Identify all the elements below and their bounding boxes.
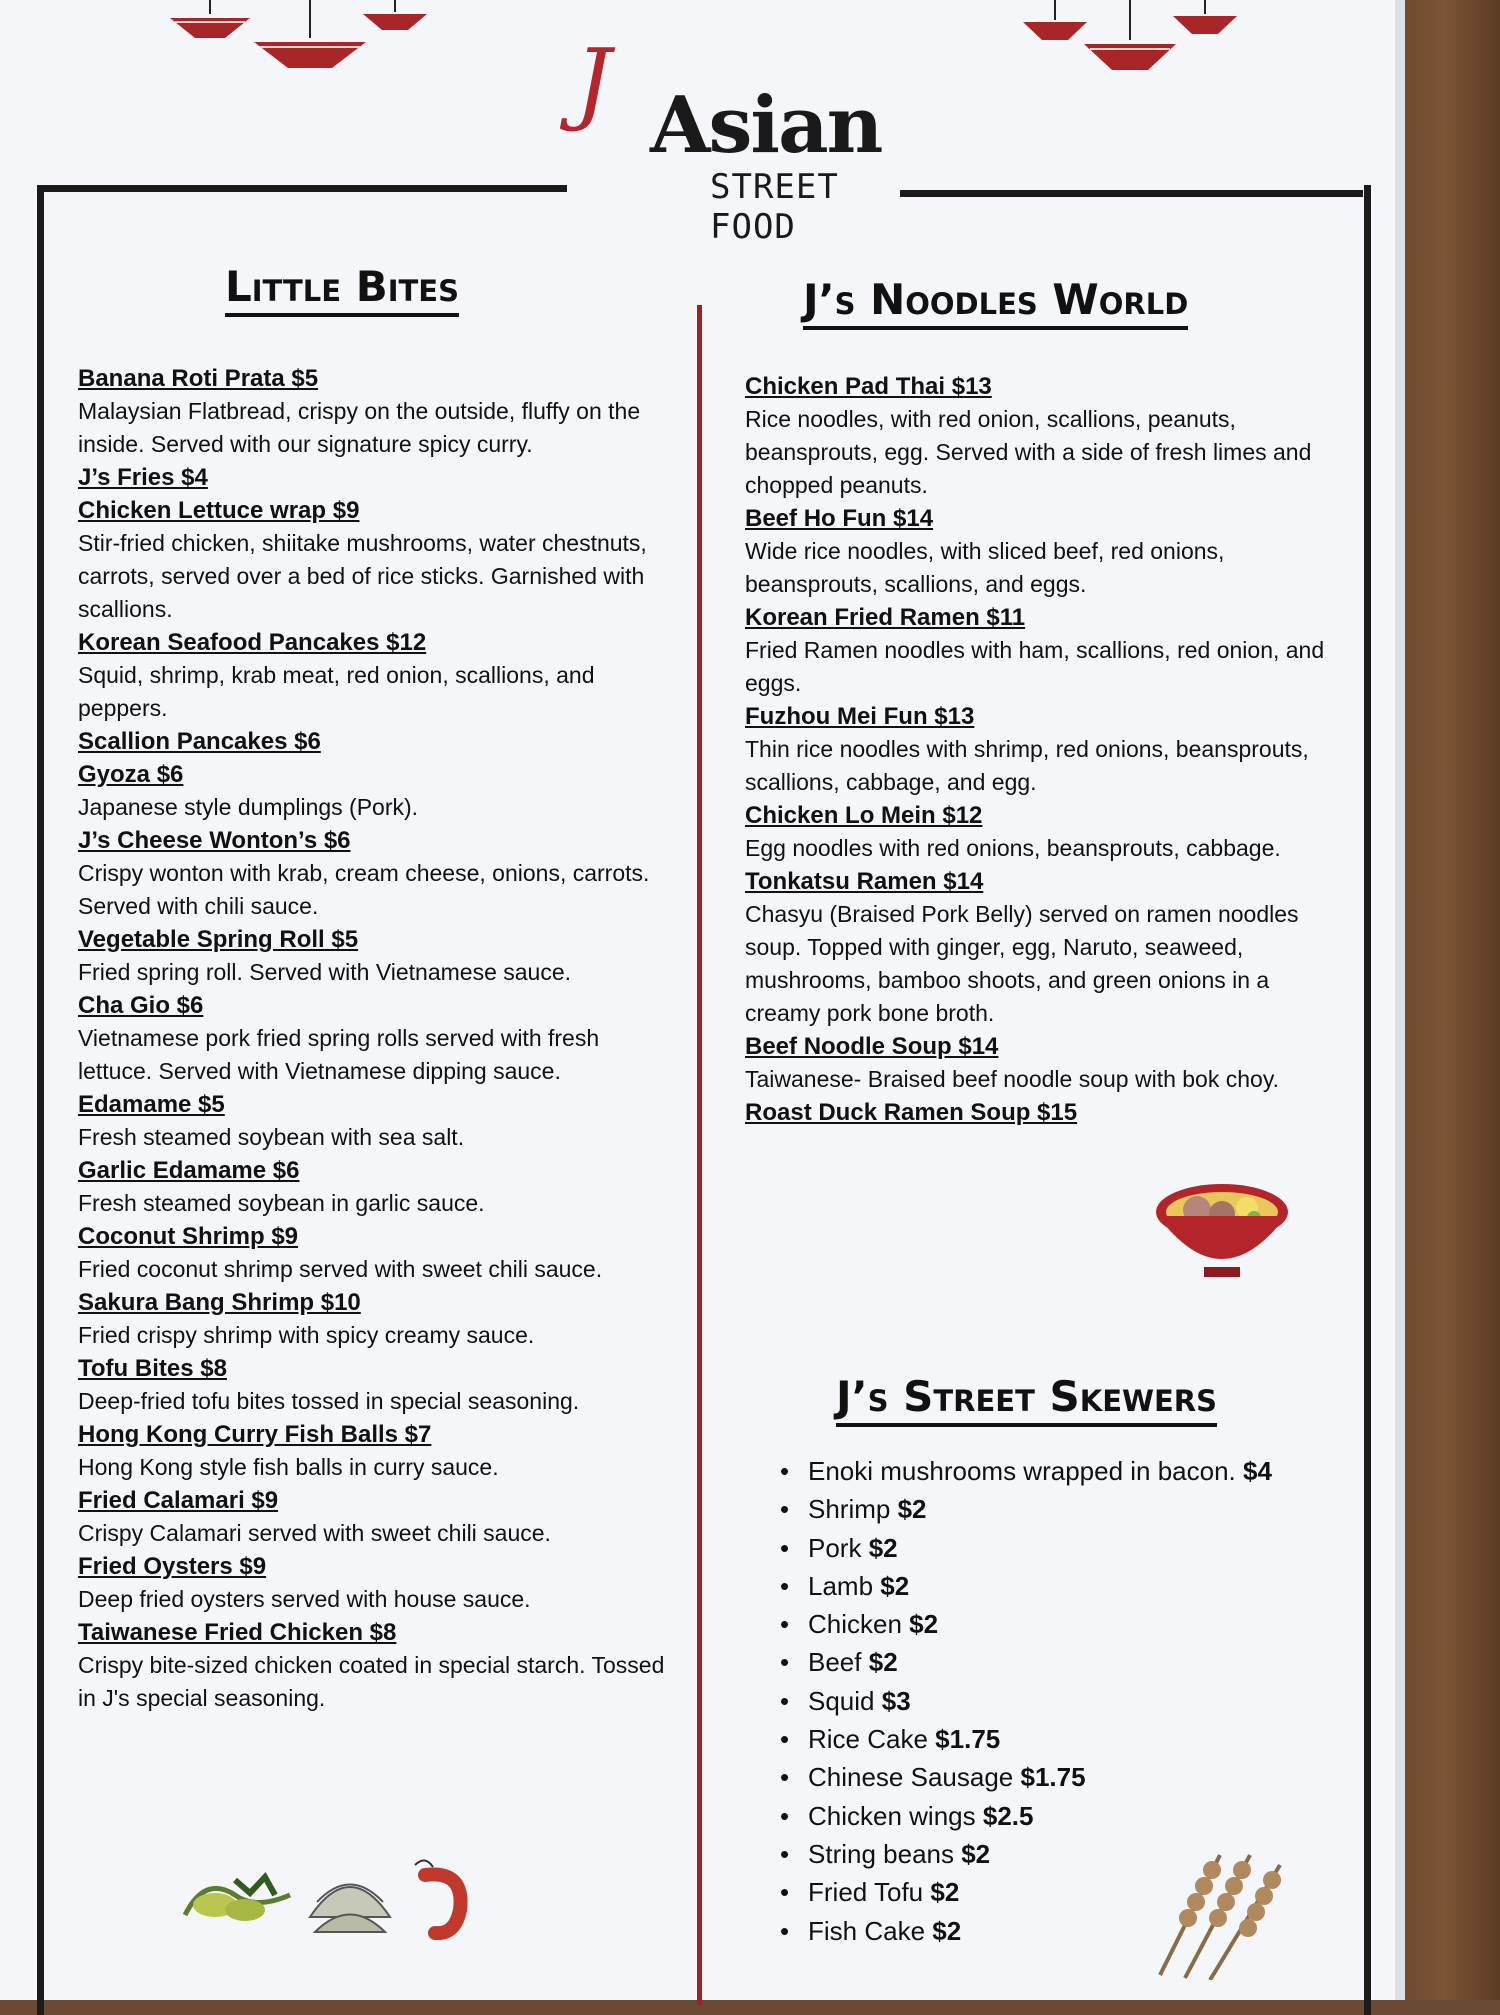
little-bites-item xyxy=(78,1550,678,1616)
noodles-item xyxy=(745,370,1335,502)
little-bites-item-description: Hong Kong style fish balls in curry sauce. xyxy=(78,1454,499,1480)
ramen-bowl-icon xyxy=(1152,1172,1292,1287)
skewer-item xyxy=(808,1682,1328,1720)
noodles-item xyxy=(745,700,1335,799)
skewer-item-price: $2.5 xyxy=(982,1800,1034,1831)
little-bites-item xyxy=(78,626,678,725)
skewer-item xyxy=(808,1490,1328,1528)
little-bites-item xyxy=(78,758,678,824)
noodles-item-description: Fried Ramen noodles with ham, scallions, red onion, and eggs. xyxy=(745,637,1325,696)
skewer-item xyxy=(808,1605,1328,1643)
noodles-item xyxy=(745,799,1335,865)
skewer-item-price: $2 xyxy=(961,1838,991,1869)
restaurant-logo xyxy=(555,10,895,247)
little-bites-item-name: Gyoza $6 xyxy=(78,761,184,788)
skewer-item-price: $2 xyxy=(897,1494,927,1525)
noodles-item-description: Egg noodles with red onions, beansprouts, cabbage. xyxy=(745,835,1281,861)
little-bites-item-description: Vietnamese pork fried spring rolls served with fresh lettuce. Served with Vietnamese dipping sauce. xyxy=(78,1025,600,1084)
little-bites-item-name: Fried Oysters $9 xyxy=(78,1553,267,1580)
noodles-item-name: Tonkatsu Ramen $14 xyxy=(745,868,984,895)
skewer-item-label: Rice Cake xyxy=(808,1724,928,1755)
little-bites-item-name: Korean Seafood Pancakes $12 xyxy=(78,629,427,656)
little-bites-item-name: J’s Fries $4 xyxy=(78,464,208,491)
noodles-item xyxy=(745,1030,1335,1096)
little-bites-item-name: Taiwanese Fried Chicken $8 xyxy=(78,1619,397,1646)
noodles-list xyxy=(745,370,1335,1129)
little-bites-item-description: Japanese style dumplings (Pork). xyxy=(78,794,419,820)
little-bites-item xyxy=(78,824,678,923)
little-bites-item-name: Tofu Bites $8 xyxy=(78,1355,227,1382)
little-bites-item xyxy=(78,1352,678,1418)
noodles-item-name: Chicken Lo Mein $12 xyxy=(745,802,983,829)
skewer-item-price: $2 xyxy=(930,1877,960,1908)
skewer-item-price: $2 xyxy=(909,1609,939,1640)
little-bites-item xyxy=(78,362,678,461)
little-bites-item xyxy=(78,1154,678,1220)
little-bites-item-description: Crispy bite-sized chicken coated in special starch. Tossed in J's special seasoning. xyxy=(78,1652,665,1711)
little-bites-item xyxy=(78,725,678,758)
skewer-item-price: $4 xyxy=(1243,1456,1272,1486)
little-bites-item-description: Squid, shrimp, krab meat, red onion, scallions, and peppers. xyxy=(78,662,595,721)
little-bites-item-name: Scallion Pancakes $6 xyxy=(78,728,321,755)
lantern-icon xyxy=(250,0,370,75)
little-bites-item xyxy=(78,461,678,494)
little-bites-item-name: Hong Kong Curry Fish Balls $7 xyxy=(78,1421,432,1448)
noodles-item-description: Wide rice noodles, with sliced beef, red onions, beansprouts, scallions, and eggs. xyxy=(745,538,1225,597)
little-bites-item-description: Fresh steamed soybean with sea salt. xyxy=(78,1124,465,1150)
logo-script-letter: J xyxy=(575,30,612,135)
little-bites-item-name: Chicken Lettuce wrap $9 xyxy=(78,497,360,524)
little-bites-item-name: Garlic Edamame $6 xyxy=(78,1157,300,1184)
frame-top-rule-right xyxy=(900,190,1363,197)
lantern-icon xyxy=(360,0,430,35)
little-bites-item-name: Coconut Shrimp $9 xyxy=(78,1223,299,1250)
skewer-item-price: $1.75 xyxy=(935,1724,1001,1755)
little-bites-item-description: Fresh steamed soybean in garlic sauce. xyxy=(78,1190,485,1216)
little-bites-item-description: Crispy wonton with krab, cream cheese, onions, carrots. Served with chili sauce. xyxy=(78,860,650,919)
noodles-item-name: Beef Noodle Soup $14 xyxy=(745,1033,999,1060)
little-bites-item-name: Sakura Bang Shrimp $10 xyxy=(78,1289,361,1316)
skewer-item-price: $2 xyxy=(932,1915,962,1946)
little-bites-item xyxy=(78,1220,678,1286)
skewers-heading: J’s Street Skewers xyxy=(836,1372,1217,1427)
skewer-item-label: Lamb xyxy=(808,1570,874,1601)
menu-sheet-edge xyxy=(1395,0,1405,2000)
noodles-item xyxy=(745,502,1335,601)
little-bites-item-name: Vegetable Spring Roll $5 xyxy=(78,926,359,953)
noodles-item-name: Roast Duck Ramen Soup $15 xyxy=(745,1099,1078,1126)
little-bites-item xyxy=(78,1088,678,1154)
skewer-item xyxy=(808,1567,1328,1605)
lantern-icon xyxy=(165,0,255,45)
skewer-item-label: Pork xyxy=(808,1532,862,1563)
skewer-item xyxy=(808,1643,1328,1681)
skewer-item-label: String beans xyxy=(808,1838,954,1869)
skewer-item-price: $3 xyxy=(881,1685,911,1716)
little-bites-item-description: Fried spring roll. Served with Vietnamese sauce. xyxy=(78,959,572,985)
little-bites-item xyxy=(78,1484,678,1550)
skewer-item-label: Chinese Sausage xyxy=(808,1762,1014,1793)
lantern-icon xyxy=(1170,0,1240,40)
skewer-item-label: Fried Tofu xyxy=(808,1877,924,1908)
noodles-item-description: Chasyu (Braised Pork Belly) served on ramen noodles soup. Topped with ginger, egg, Naruto, seaweed, mushrooms, bamboo shoots, and green onions in a creamy pork bone broth. xyxy=(745,901,1299,1026)
skewer-item-price: $2 xyxy=(880,1570,910,1601)
skewer-item-label: Beef xyxy=(808,1647,862,1678)
skewer-item-label: Fish Cake xyxy=(808,1915,926,1946)
noodles-item-name: Korean Fried Ramen $11 xyxy=(745,604,1026,631)
skewer-item xyxy=(808,1529,1328,1567)
logo-subtitle: STREET FOOD xyxy=(710,167,839,247)
skewer-item xyxy=(808,1720,1328,1758)
skewers-icon xyxy=(1150,1840,1310,1980)
skewer-item-label: Shrimp xyxy=(808,1494,891,1525)
little-bites-item-name: Banana Roti Prata $5 xyxy=(78,365,319,392)
skewer-item-label: Enoki mushrooms wrapped in bacon. xyxy=(808,1456,1236,1486)
skewer-item-label: Squid xyxy=(808,1685,875,1716)
skewer-item xyxy=(808,1452,1328,1490)
little-bites-item-description: Deep fried oysters served with house sauce. xyxy=(78,1586,531,1612)
little-bites-item-name: Fried Calamari $9 xyxy=(78,1487,279,1514)
skewer-item-price: $2 xyxy=(868,1532,898,1563)
little-bites-item xyxy=(78,923,678,989)
frame-top-rule-left xyxy=(37,185,567,192)
little-bites-item xyxy=(78,1418,678,1484)
little-bites-item-name: J’s Cheese Wonton’s $6 xyxy=(78,827,351,854)
noodles-item xyxy=(745,601,1335,700)
edamame-icon xyxy=(175,1865,300,1935)
little-bites-item-description: Crispy Calamari served with sweet chili sauce. xyxy=(78,1520,551,1546)
little-bites-item xyxy=(78,1286,678,1352)
noodles-item-name: Beef Ho Fun $14 xyxy=(745,505,934,532)
little-bites-list xyxy=(78,362,678,1715)
skewer-item-price: $1.75 xyxy=(1020,1762,1086,1793)
little-bites-item-description: Deep-fried tofu bites tossed in special seasoning. xyxy=(78,1388,580,1414)
little-bites-item xyxy=(78,989,678,1088)
little-bites-item-description: Stir-fried chicken, shiitake mushrooms, water chestnuts, carrots, served over a bed of rice sticks. Garnished with scallions. xyxy=(78,530,647,622)
little-bites-item xyxy=(78,494,678,626)
column-divider xyxy=(697,305,702,2005)
little-bites-item xyxy=(78,1616,678,1715)
skewer-item-label: Chicken xyxy=(808,1609,902,1640)
noodles-item-description: Rice noodles, with red onion, scallions, peanuts, beansprouts, egg. Served with a side of fresh limes and chopped peanuts. xyxy=(745,406,1312,498)
skewer-item xyxy=(808,1797,1328,1835)
skewer-item-price: $2 xyxy=(868,1647,898,1678)
little-bites-item-name: Edamame $5 xyxy=(78,1091,225,1118)
noodles-item-name: Chicken Pad Thai $13 xyxy=(745,373,992,400)
skewer-item xyxy=(808,1758,1328,1796)
noodles-heading: J’s Noodles World xyxy=(803,275,1188,330)
little-bites-item-description: Fried coconut shrimp served with sweet chili sauce. xyxy=(78,1256,603,1282)
little-bites-item-description: Fried crispy shrimp with spicy creamy sauce. xyxy=(78,1322,535,1348)
noodles-item-description: Taiwanese- Braised beef noodle soup with bok choy. xyxy=(745,1066,1280,1092)
lantern-icon xyxy=(1080,0,1180,75)
logo-word: Asian xyxy=(650,80,882,171)
noodles-item xyxy=(745,1096,1335,1129)
dumpling-icon xyxy=(305,1862,395,1937)
shrimp-icon xyxy=(405,1855,480,1940)
noodles-item-name: Fuzhou Mei Fun $13 xyxy=(745,703,975,730)
little-bites-heading: Little Bites xyxy=(225,262,459,317)
noodles-item-description: Thin rice noodles with shrimp, red onions, beansprouts, scallions, cabbage, and egg. xyxy=(745,736,1309,795)
little-bites-item-name: Cha Gio $6 xyxy=(78,992,204,1019)
little-bites-item-description: Malaysian Flatbread, crispy on the outside, fluffy on the inside. Served with our signature spicy curry. xyxy=(78,398,641,457)
skewer-item-label: Chicken wings xyxy=(808,1800,976,1831)
noodles-item xyxy=(745,865,1335,1030)
